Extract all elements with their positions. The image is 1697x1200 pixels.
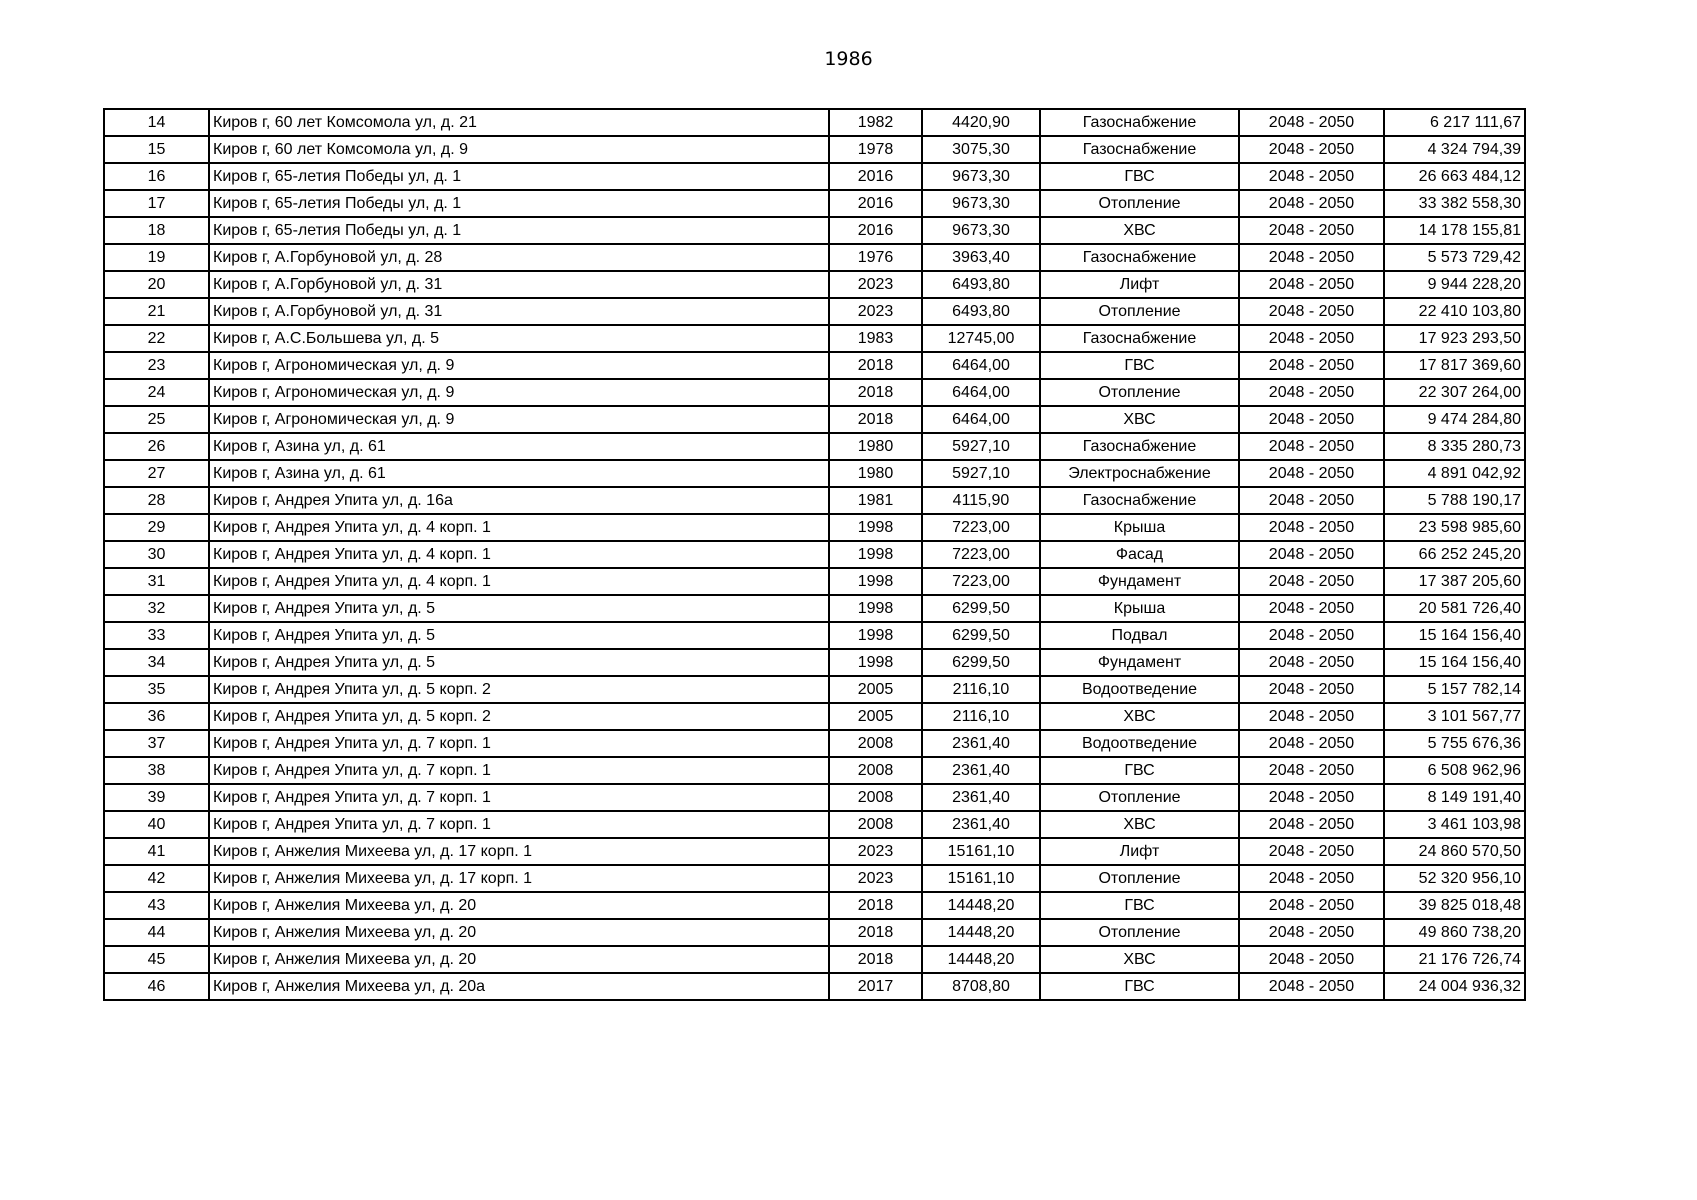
address-cell: Киров г, Азина ул, д. 61 bbox=[209, 433, 829, 460]
work-type-cell: Газоснабжение bbox=[1040, 487, 1239, 514]
row-number-cell: 39 bbox=[104, 784, 209, 811]
table-row bbox=[104, 757, 1525, 784]
address-cell: Киров г, Анжелия Михеева ул, д. 20 bbox=[209, 892, 829, 919]
year-cell: 2017 bbox=[829, 973, 922, 1000]
year-cell: 2018 bbox=[829, 406, 922, 433]
area-cell: 6493,80 bbox=[922, 298, 1040, 325]
cost-cell: 17 387 205,60 bbox=[1384, 568, 1525, 595]
row-number-cell: 44 bbox=[104, 919, 209, 946]
period-cell: 2048 - 2050 bbox=[1239, 352, 1384, 379]
work-type-cell: ХВС bbox=[1040, 811, 1239, 838]
table-row bbox=[104, 838, 1525, 865]
cost-cell: 5 788 190,17 bbox=[1384, 487, 1525, 514]
work-type-cell: Газоснабжение bbox=[1040, 109, 1239, 136]
area-cell: 7223,00 bbox=[922, 514, 1040, 541]
table-row bbox=[104, 244, 1525, 271]
cost-cell: 6 508 962,96 bbox=[1384, 757, 1525, 784]
row-number-cell: 23 bbox=[104, 352, 209, 379]
row-number-cell: 24 bbox=[104, 379, 209, 406]
row-number-cell: 33 bbox=[104, 622, 209, 649]
cost-cell: 9 474 284,80 bbox=[1384, 406, 1525, 433]
address-cell: Киров г, Агрономическая ул, д. 9 bbox=[209, 352, 829, 379]
address-cell: Киров г, Андрея Упита ул, д. 5 корп. 2 bbox=[209, 676, 829, 703]
address-cell: Киров г, А.Горбуновой ул, д. 28 bbox=[209, 244, 829, 271]
area-cell: 2361,40 bbox=[922, 784, 1040, 811]
row-number-cell: 32 bbox=[104, 595, 209, 622]
row-number-cell: 20 bbox=[104, 271, 209, 298]
period-cell: 2048 - 2050 bbox=[1239, 946, 1384, 973]
table-row bbox=[104, 730, 1525, 757]
period-cell: 2048 - 2050 bbox=[1239, 487, 1384, 514]
area-cell: 3075,30 bbox=[922, 136, 1040, 163]
address-cell: Киров г, Андрея Упита ул, д. 7 корп. 1 bbox=[209, 811, 829, 838]
period-cell: 2048 - 2050 bbox=[1239, 109, 1384, 136]
work-type-cell: Газоснабжение bbox=[1040, 244, 1239, 271]
cost-cell: 6 217 111,67 bbox=[1384, 109, 1525, 136]
table-row bbox=[104, 676, 1525, 703]
area-cell: 15161,10 bbox=[922, 865, 1040, 892]
row-number-cell: 18 bbox=[104, 217, 209, 244]
address-cell: Киров г, Андрея Упита ул, д. 5 bbox=[209, 649, 829, 676]
work-type-cell: Отопление bbox=[1040, 784, 1239, 811]
period-cell: 2048 - 2050 bbox=[1239, 514, 1384, 541]
area-cell: 6464,00 bbox=[922, 352, 1040, 379]
cost-cell: 4 891 042,92 bbox=[1384, 460, 1525, 487]
cost-cell: 22 307 264,00 bbox=[1384, 379, 1525, 406]
area-cell: 2116,10 bbox=[922, 676, 1040, 703]
cost-cell: 8 149 191,40 bbox=[1384, 784, 1525, 811]
period-cell: 2048 - 2050 bbox=[1239, 649, 1384, 676]
address-cell: Киров г, Андрея Упита ул, д. 4 корп. 1 bbox=[209, 541, 829, 568]
work-type-cell: ГВС bbox=[1040, 892, 1239, 919]
address-cell: Киров г, А.Горбуновой ул, д. 31 bbox=[209, 271, 829, 298]
row-number-cell: 37 bbox=[104, 730, 209, 757]
table-row bbox=[104, 271, 1525, 298]
table-row bbox=[104, 541, 1525, 568]
work-type-cell: Крыша bbox=[1040, 595, 1239, 622]
period-cell: 2048 - 2050 bbox=[1239, 460, 1384, 487]
cost-cell: 8 335 280,73 bbox=[1384, 433, 1525, 460]
area-cell: 9673,30 bbox=[922, 217, 1040, 244]
period-cell: 2048 - 2050 bbox=[1239, 379, 1384, 406]
year-cell: 2023 bbox=[829, 298, 922, 325]
table-row bbox=[104, 919, 1525, 946]
area-cell: 2116,10 bbox=[922, 703, 1040, 730]
work-type-cell: Крыша bbox=[1040, 514, 1239, 541]
row-number-cell: 43 bbox=[104, 892, 209, 919]
address-cell: Киров г, Андрея Упита ул, д. 7 корп. 1 bbox=[209, 784, 829, 811]
period-cell: 2048 - 2050 bbox=[1239, 838, 1384, 865]
period-cell: 2048 - 2050 bbox=[1239, 136, 1384, 163]
period-cell: 2048 - 2050 bbox=[1239, 433, 1384, 460]
work-type-cell: Отопление bbox=[1040, 919, 1239, 946]
table-body bbox=[104, 109, 1525, 1000]
cost-cell: 17 923 293,50 bbox=[1384, 325, 1525, 352]
address-cell: Киров г, Анжелия Михеева ул, д. 17 корп. 1 bbox=[209, 838, 829, 865]
year-cell: 2008 bbox=[829, 757, 922, 784]
row-number-cell: 40 bbox=[104, 811, 209, 838]
cost-cell: 39 825 018,48 bbox=[1384, 892, 1525, 919]
cost-cell: 52 320 956,10 bbox=[1384, 865, 1525, 892]
year-cell: 1998 bbox=[829, 622, 922, 649]
area-cell: 9673,30 bbox=[922, 190, 1040, 217]
cost-cell: 26 663 484,12 bbox=[1384, 163, 1525, 190]
period-cell: 2048 - 2050 bbox=[1239, 244, 1384, 271]
row-number-cell: 14 bbox=[104, 109, 209, 136]
table-row bbox=[104, 595, 1525, 622]
year-cell: 2023 bbox=[829, 865, 922, 892]
area-cell: 14448,20 bbox=[922, 946, 1040, 973]
area-cell: 4420,90 bbox=[922, 109, 1040, 136]
row-number-cell: 29 bbox=[104, 514, 209, 541]
work-type-cell: Газоснабжение bbox=[1040, 433, 1239, 460]
row-number-cell: 42 bbox=[104, 865, 209, 892]
period-cell: 2048 - 2050 bbox=[1239, 298, 1384, 325]
address-cell: Киров г, Андрея Упита ул, д. 5 bbox=[209, 622, 829, 649]
work-type-cell: ХВС bbox=[1040, 406, 1239, 433]
table-row bbox=[104, 622, 1525, 649]
cost-cell: 3 101 567,77 bbox=[1384, 703, 1525, 730]
period-cell: 2048 - 2050 bbox=[1239, 568, 1384, 595]
year-cell: 1978 bbox=[829, 136, 922, 163]
period-cell: 2048 - 2050 bbox=[1239, 163, 1384, 190]
row-number-cell: 34 bbox=[104, 649, 209, 676]
address-cell: Киров г, Андрея Упита ул, д. 7 корп. 1 bbox=[209, 730, 829, 757]
period-cell: 2048 - 2050 bbox=[1239, 730, 1384, 757]
row-number-cell: 31 bbox=[104, 568, 209, 595]
year-cell: 1981 bbox=[829, 487, 922, 514]
area-cell: 5927,10 bbox=[922, 433, 1040, 460]
area-cell: 3963,40 bbox=[922, 244, 1040, 271]
year-cell: 2018 bbox=[829, 892, 922, 919]
table-row bbox=[104, 325, 1525, 352]
table-row bbox=[104, 433, 1525, 460]
table-row bbox=[104, 379, 1525, 406]
work-type-cell: ГВС bbox=[1040, 352, 1239, 379]
row-number-cell: 19 bbox=[104, 244, 209, 271]
address-cell: Киров г, Азина ул, д. 61 bbox=[209, 460, 829, 487]
work-type-cell: Лифт bbox=[1040, 838, 1239, 865]
table-row bbox=[104, 298, 1525, 325]
year-cell: 1998 bbox=[829, 541, 922, 568]
year-cell: 2018 bbox=[829, 919, 922, 946]
year-cell: 1998 bbox=[829, 568, 922, 595]
area-cell: 12745,00 bbox=[922, 325, 1040, 352]
work-type-cell: ГВС bbox=[1040, 973, 1239, 1000]
area-cell: 7223,00 bbox=[922, 541, 1040, 568]
table-row bbox=[104, 136, 1525, 163]
row-number-cell: 45 bbox=[104, 946, 209, 973]
work-type-cell: Отопление bbox=[1040, 298, 1239, 325]
address-cell: Киров г, Андрея Упита ул, д. 4 корп. 1 bbox=[209, 568, 829, 595]
cost-cell: 5 755 676,36 bbox=[1384, 730, 1525, 757]
row-number-cell: 25 bbox=[104, 406, 209, 433]
address-cell: Киров г, 65-летия Победы ул, д. 1 bbox=[209, 190, 829, 217]
period-cell: 2048 - 2050 bbox=[1239, 271, 1384, 298]
year-cell: 2008 bbox=[829, 784, 922, 811]
table-row bbox=[104, 703, 1525, 730]
address-cell: Киров г, 65-летия Победы ул, д. 1 bbox=[209, 217, 829, 244]
cost-cell: 33 382 558,30 bbox=[1384, 190, 1525, 217]
table-row bbox=[104, 568, 1525, 595]
address-cell: Киров г, Агрономическая ул, д. 9 bbox=[209, 406, 829, 433]
page-number: 1986 bbox=[824, 48, 873, 70]
cost-cell: 5 157 782,14 bbox=[1384, 676, 1525, 703]
table-row bbox=[104, 217, 1525, 244]
year-cell: 2018 bbox=[829, 352, 922, 379]
work-type-cell: Отопление bbox=[1040, 190, 1239, 217]
year-cell: 1998 bbox=[829, 514, 922, 541]
cost-cell: 66 252 245,20 bbox=[1384, 541, 1525, 568]
cost-cell: 5 573 729,42 bbox=[1384, 244, 1525, 271]
address-cell: Киров г, Андрея Упита ул, д. 5 bbox=[209, 595, 829, 622]
repair-schedule-table bbox=[103, 108, 1526, 1001]
area-cell: 2361,40 bbox=[922, 757, 1040, 784]
address-cell: Киров г, Андрея Упита ул, д. 16а bbox=[209, 487, 829, 514]
year-cell: 1976 bbox=[829, 244, 922, 271]
table-row bbox=[104, 784, 1525, 811]
address-cell: Киров г, Андрея Упита ул, д. 5 корп. 2 bbox=[209, 703, 829, 730]
work-type-cell: ХВС bbox=[1040, 217, 1239, 244]
address-cell: Киров г, Анжелия Михеева ул, д. 20а bbox=[209, 973, 829, 1000]
area-cell: 15161,10 bbox=[922, 838, 1040, 865]
row-number-cell: 36 bbox=[104, 703, 209, 730]
table-row bbox=[104, 892, 1525, 919]
row-number-cell: 38 bbox=[104, 757, 209, 784]
table-row bbox=[104, 487, 1525, 514]
row-number-cell: 28 bbox=[104, 487, 209, 514]
address-cell: Киров г, Агрономическая ул, д. 9 bbox=[209, 379, 829, 406]
table-row bbox=[104, 406, 1525, 433]
work-type-cell: Водоотведение bbox=[1040, 730, 1239, 757]
cost-cell: 15 164 156,40 bbox=[1384, 622, 1525, 649]
area-cell: 2361,40 bbox=[922, 730, 1040, 757]
work-type-cell: ГВС bbox=[1040, 757, 1239, 784]
work-type-cell: ХВС bbox=[1040, 946, 1239, 973]
address-cell: Киров г, 60 лет Комсомола ул, д. 21 bbox=[209, 109, 829, 136]
year-cell: 2018 bbox=[829, 379, 922, 406]
period-cell: 2048 - 2050 bbox=[1239, 595, 1384, 622]
work-type-cell: Фундамент bbox=[1040, 649, 1239, 676]
table-row bbox=[104, 163, 1525, 190]
cost-cell: 15 164 156,40 bbox=[1384, 649, 1525, 676]
work-type-cell: Фундамент bbox=[1040, 568, 1239, 595]
row-number-cell: 46 bbox=[104, 973, 209, 1000]
row-number-cell: 27 bbox=[104, 460, 209, 487]
table-row bbox=[104, 514, 1525, 541]
work-type-cell: Фасад bbox=[1040, 541, 1239, 568]
table-row bbox=[104, 811, 1525, 838]
row-number-cell: 17 bbox=[104, 190, 209, 217]
area-cell: 14448,20 bbox=[922, 892, 1040, 919]
table-row bbox=[104, 946, 1525, 973]
period-cell: 2048 - 2050 bbox=[1239, 541, 1384, 568]
year-cell: 1983 bbox=[829, 325, 922, 352]
area-cell: 6299,50 bbox=[922, 649, 1040, 676]
cost-cell: 20 581 726,40 bbox=[1384, 595, 1525, 622]
area-cell: 14448,20 bbox=[922, 919, 1040, 946]
row-number-cell: 22 bbox=[104, 325, 209, 352]
address-cell: Киров г, Анжелия Михеева ул, д. 20 bbox=[209, 919, 829, 946]
row-number-cell: 41 bbox=[104, 838, 209, 865]
area-cell: 4115,90 bbox=[922, 487, 1040, 514]
table-row bbox=[104, 109, 1525, 136]
work-type-cell: Подвал bbox=[1040, 622, 1239, 649]
work-type-cell: ГВС bbox=[1040, 163, 1239, 190]
period-cell: 2048 - 2050 bbox=[1239, 406, 1384, 433]
cost-cell: 24 004 936,32 bbox=[1384, 973, 1525, 1000]
cost-cell: 22 410 103,80 bbox=[1384, 298, 1525, 325]
year-cell: 1998 bbox=[829, 649, 922, 676]
work-type-cell: Газоснабжение bbox=[1040, 325, 1239, 352]
cost-cell: 9 944 228,20 bbox=[1384, 271, 1525, 298]
table-row bbox=[104, 190, 1525, 217]
cost-cell: 49 860 738,20 bbox=[1384, 919, 1525, 946]
year-cell: 2016 bbox=[829, 217, 922, 244]
cost-cell: 3 461 103,98 bbox=[1384, 811, 1525, 838]
period-cell: 2048 - 2050 bbox=[1239, 676, 1384, 703]
cost-cell: 23 598 985,60 bbox=[1384, 514, 1525, 541]
year-cell: 2005 bbox=[829, 676, 922, 703]
period-cell: 2048 - 2050 bbox=[1239, 919, 1384, 946]
year-cell: 1980 bbox=[829, 460, 922, 487]
year-cell: 2016 bbox=[829, 163, 922, 190]
year-cell: 2005 bbox=[829, 703, 922, 730]
address-cell: Киров г, А.С.Большева ул, д. 5 bbox=[209, 325, 829, 352]
cost-cell: 4 324 794,39 bbox=[1384, 136, 1525, 163]
row-number-cell: 21 bbox=[104, 298, 209, 325]
cost-cell: 14 178 155,81 bbox=[1384, 217, 1525, 244]
row-number-cell: 15 bbox=[104, 136, 209, 163]
area-cell: 6464,00 bbox=[922, 379, 1040, 406]
area-cell: 6299,50 bbox=[922, 595, 1040, 622]
area-cell: 7223,00 bbox=[922, 568, 1040, 595]
period-cell: 2048 - 2050 bbox=[1239, 784, 1384, 811]
year-cell: 2016 bbox=[829, 190, 922, 217]
area-cell: 6464,00 bbox=[922, 406, 1040, 433]
work-type-cell: Отопление bbox=[1040, 865, 1239, 892]
row-number-cell: 26 bbox=[104, 433, 209, 460]
address-cell: Киров г, Анжелия Михеева ул, д. 20 bbox=[209, 946, 829, 973]
year-cell: 2018 bbox=[829, 946, 922, 973]
cost-cell: 24 860 570,50 bbox=[1384, 838, 1525, 865]
cost-cell: 21 176 726,74 bbox=[1384, 946, 1525, 973]
area-cell: 5927,10 bbox=[922, 460, 1040, 487]
area-cell: 6493,80 bbox=[922, 271, 1040, 298]
year-cell: 1982 bbox=[829, 109, 922, 136]
period-cell: 2048 - 2050 bbox=[1239, 973, 1384, 1000]
work-type-cell: ХВС bbox=[1040, 703, 1239, 730]
period-cell: 2048 - 2050 bbox=[1239, 757, 1384, 784]
table-row bbox=[104, 352, 1525, 379]
work-type-cell: Отопление bbox=[1040, 379, 1239, 406]
year-cell: 2008 bbox=[829, 811, 922, 838]
address-cell: Киров г, 65-летия Победы ул, д. 1 bbox=[209, 163, 829, 190]
row-number-cell: 30 bbox=[104, 541, 209, 568]
period-cell: 2048 - 2050 bbox=[1239, 703, 1384, 730]
year-cell: 2008 bbox=[829, 730, 922, 757]
table-row bbox=[104, 649, 1525, 676]
period-cell: 2048 - 2050 bbox=[1239, 892, 1384, 919]
address-cell: Киров г, Андрея Упита ул, д. 7 корп. 1 bbox=[209, 757, 829, 784]
area-cell: 6299,50 bbox=[922, 622, 1040, 649]
row-number-cell: 35 bbox=[104, 676, 209, 703]
table-row bbox=[104, 973, 1525, 1000]
work-type-cell: Лифт bbox=[1040, 271, 1239, 298]
row-number-cell: 16 bbox=[104, 163, 209, 190]
address-cell: Киров г, Андрея Упита ул, д. 4 корп. 1 bbox=[209, 514, 829, 541]
year-cell: 2023 bbox=[829, 271, 922, 298]
area-cell: 8708,80 bbox=[922, 973, 1040, 1000]
cost-cell: 17 817 369,60 bbox=[1384, 352, 1525, 379]
period-cell: 2048 - 2050 bbox=[1239, 190, 1384, 217]
period-cell: 2048 - 2050 bbox=[1239, 325, 1384, 352]
period-cell: 2048 - 2050 bbox=[1239, 217, 1384, 244]
work-type-cell: Водоотведение bbox=[1040, 676, 1239, 703]
address-cell: Киров г, А.Горбуновой ул, д. 31 bbox=[209, 298, 829, 325]
year-cell: 2023 bbox=[829, 838, 922, 865]
work-type-cell: Газоснабжение bbox=[1040, 136, 1239, 163]
area-cell: 9673,30 bbox=[922, 163, 1040, 190]
period-cell: 2048 - 2050 bbox=[1239, 622, 1384, 649]
table-row bbox=[104, 865, 1525, 892]
area-cell: 2361,40 bbox=[922, 811, 1040, 838]
address-cell: Киров г, 60 лет Комсомола ул, д. 9 bbox=[209, 136, 829, 163]
period-cell: 2048 - 2050 bbox=[1239, 865, 1384, 892]
year-cell: 1998 bbox=[829, 595, 922, 622]
work-type-cell: Электроснабжение bbox=[1040, 460, 1239, 487]
table-row bbox=[104, 460, 1525, 487]
period-cell: 2048 - 2050 bbox=[1239, 811, 1384, 838]
address-cell: Киров г, Анжелия Михеева ул, д. 17 корп. 1 bbox=[209, 865, 829, 892]
year-cell: 1980 bbox=[829, 433, 922, 460]
